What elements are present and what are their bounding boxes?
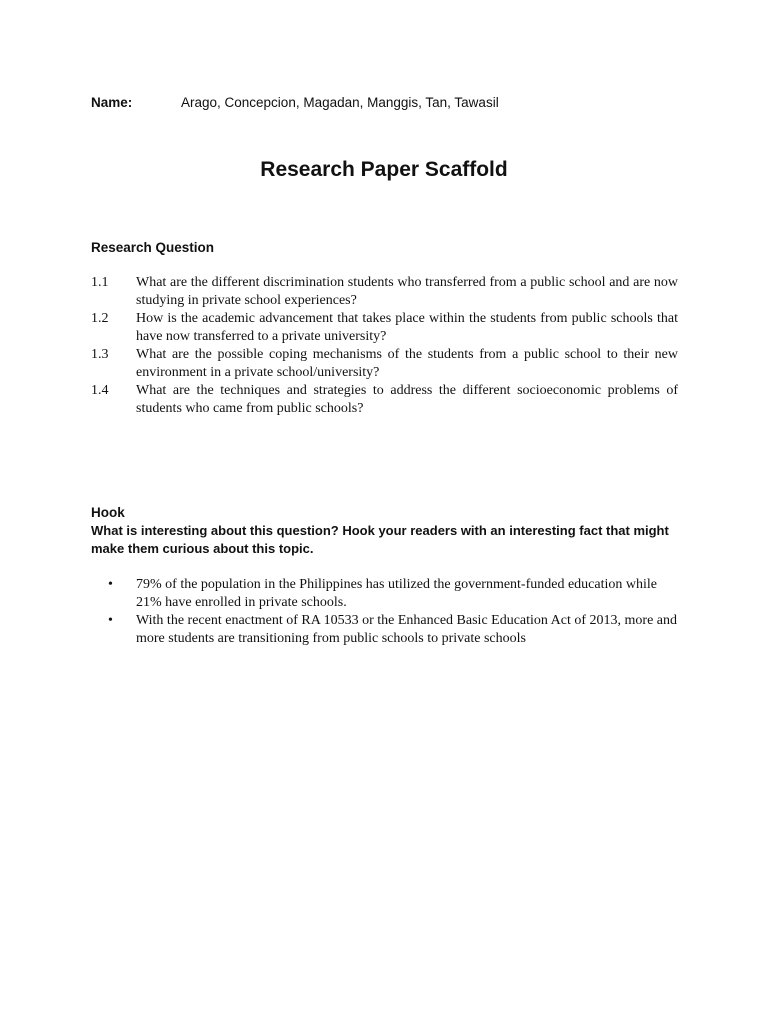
hook-fact-text: 79% of the population in the Philippines has utilized the government-funded education while 21% have enrolled in private schools. (136, 577, 657, 610)
hook-heading: Hook (91, 505, 125, 520)
research-question-item (91, 274, 678, 310)
research-question-text: How is the academic advancement that takes place within the students from public schools that have now transferred to a private university? (136, 311, 678, 344)
hook-fact-list (108, 576, 683, 648)
research-question-item (91, 310, 678, 346)
research-question-item (91, 382, 678, 418)
research-question-heading: Research Question (91, 240, 215, 255)
bullet-icon: • (108, 613, 113, 628)
research-question-text: What are the different discrimination students who transferred from a public school and are now studying in private school experiences? (136, 275, 678, 308)
research-question-item (91, 346, 678, 382)
research-question-number: 1.3 (91, 347, 109, 362)
name-value: Arago, Concepcion, Magadan, Manggis, Tan, Tawasil (181, 95, 499, 110)
document-title: Research Paper Scaffold (260, 158, 508, 181)
hook-fact-text: With the recent enactment of RA 10533 or the Enhanced Basic Education Act of 2013, more and more students are transitioning from public schools to private schools (136, 613, 677, 646)
research-question-number: 1.2 (91, 311, 109, 326)
research-question-number: 1.1 (91, 275, 109, 290)
hook-prompt: What is interesting about this question? Hook your readers with an interesting fact that might make them curious about this topic. (91, 523, 669, 556)
research-question-number: 1.4 (91, 383, 109, 398)
name-row (91, 94, 691, 112)
hook-fact-item (108, 576, 683, 612)
name-label: Name: (91, 95, 133, 110)
hook-fact-item (108, 612, 683, 648)
research-question-text: What are the possible coping mechanisms of the students from a public school to their new environment in a private school/university? (136, 347, 678, 380)
research-question-list (91, 274, 678, 418)
research-question-text: What are the techniques and strategies to address the different socioeconomic problems of students who came from public schools? (136, 383, 678, 416)
bullet-icon: • (108, 577, 113, 592)
